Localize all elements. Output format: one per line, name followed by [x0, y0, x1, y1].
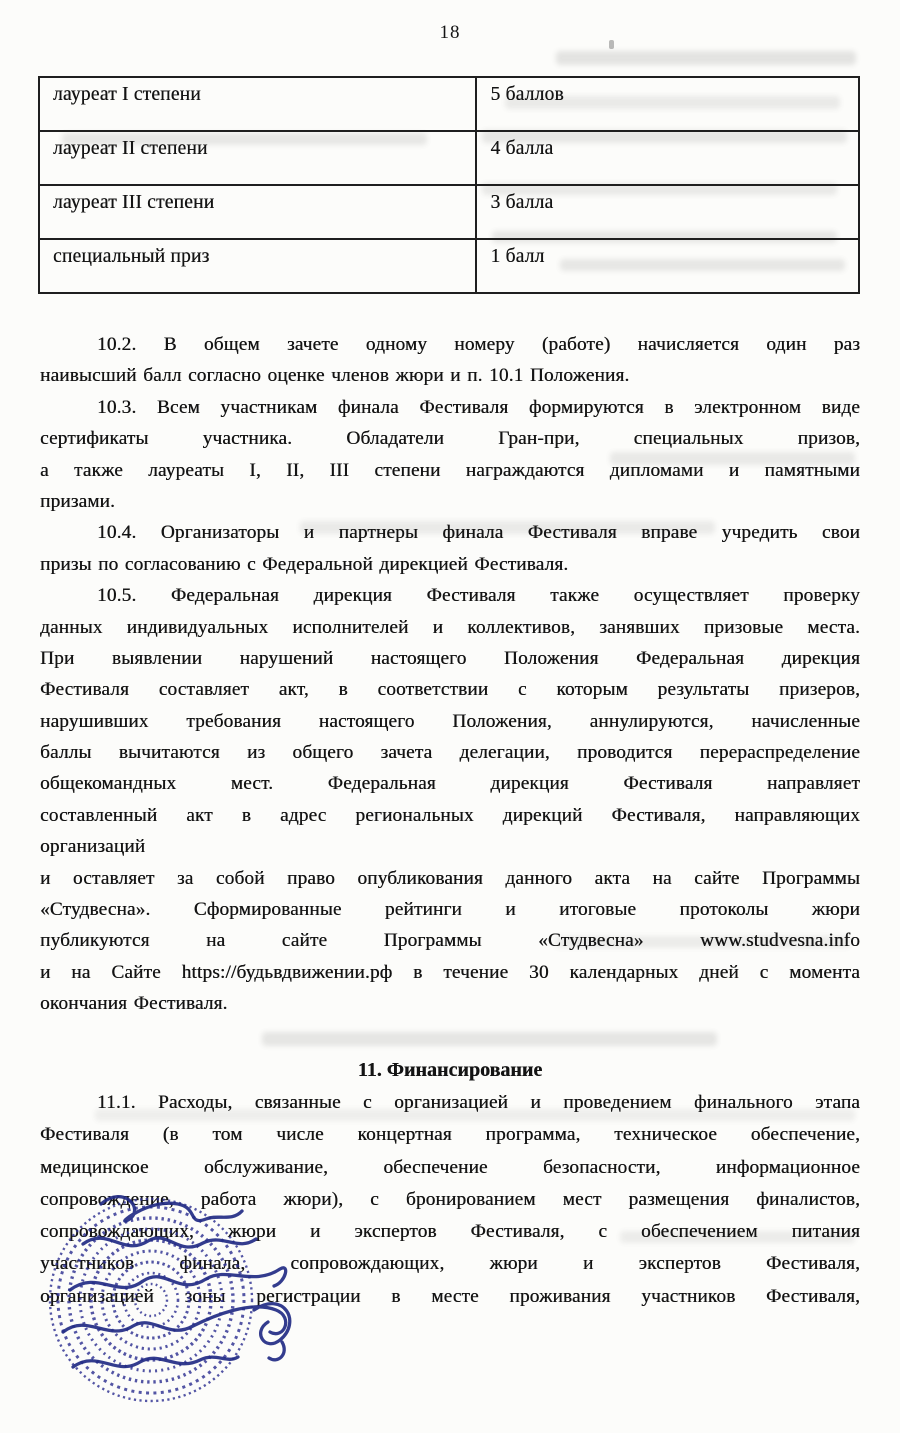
text-line: нарушивших требования настоящего Положения, аннулируются, начисленные	[40, 710, 860, 732]
section-10-text	[40, 329, 860, 1020]
award-label: лауреат II степени	[39, 131, 476, 185]
text-line: сопровождение, работа жюри), с бронированием мест размещения финалистов,	[40, 1188, 860, 1210]
text-line: и на Сайте https://будьвдвижении.рф в течение 30 календарных дней с момента	[40, 961, 860, 983]
table-row	[39, 239, 859, 293]
text-line: 10.2. В общем зачете одному номеру (работе) начисляется один раз	[97, 334, 860, 355]
text-line: 11.1. Расходы, связанные с организацией и проведением финального этапа	[97, 1092, 860, 1113]
text-line: 10.3. Всем участникам финала Фестиваля формируются в электронном виде	[97, 396, 860, 418]
text-line: организацией зоны регистрации в месте проживания участников Фестиваля,	[40, 1285, 860, 1307]
text-line: призы по согласованию с Федеральной дирекцией Фестиваля.	[40, 553, 569, 575]
section-11-text	[40, 1087, 860, 1313]
award-points-table	[38, 76, 860, 294]
text-line: 10.5. Федеральная дирекция Фестиваля также осуществляет проверку	[97, 585, 860, 607]
text-line: 10.4. Организаторы и партнеры финала Фестиваля вправе учредить свои	[97, 522, 860, 544]
award-label: лауреат I степени	[39, 77, 476, 131]
text-line: и оставляет за собой право опубликования данного акта на сайте Программы	[40, 867, 860, 889]
table-row	[39, 77, 859, 131]
text-line: составленный акт в адрес региональных дирекций Фестиваля, направляющих	[40, 804, 860, 826]
text-line: участников финала, сопровождающих, жюри и экспертов Фестиваля,	[40, 1253, 860, 1275]
text-line: данных индивидуальных исполнителей и коллективов, занявших призовые места.	[40, 616, 860, 638]
text-line: наивысший балл согласно оценке членов жюри и п. 10.1 Положения.	[40, 365, 630, 387]
text-line: сертификаты участника. Обладатели Гран-при, специальных призов,	[40, 428, 860, 450]
bleed-through-mark	[262, 1032, 717, 1046]
award-label: специальный приз	[39, 239, 476, 293]
text-line: баллы вычитаются из общего зачета делегации, проводится перераспределение	[40, 742, 860, 764]
text-line: организаций	[40, 836, 146, 858]
text-line: окончания Фестиваля.	[40, 993, 228, 1015]
section-11-heading: 11. Финансирование	[357, 1059, 543, 1081]
points-value: 5 баллов	[476, 77, 859, 131]
award-label: лауреат III степени	[39, 185, 476, 239]
text-line: медицинское обслуживание, обеспечение безопасности, информационное	[40, 1156, 860, 1178]
text-line: Фестиваля составляет акт, в соответствии с которым результаты призеров,	[40, 679, 860, 701]
page-number: 18	[439, 22, 461, 43]
text-line: При выявлении нарушений настоящего Положения Федеральная дирекция	[40, 647, 860, 669]
text-line: призами.	[40, 490, 115, 512]
table-row	[39, 131, 859, 185]
text-line: сопровождающих, жюри и экспертов Фестиваля, с обеспечением питания	[40, 1221, 860, 1243]
points-value: 1 балл	[476, 239, 859, 293]
text-line: публикуются на сайте Программы «Студвесна» www.studvesna.info	[40, 930, 860, 952]
points-value: 3 балла	[476, 185, 859, 239]
table-row	[39, 185, 859, 239]
text-line: «Студвесна». Сформированные рейтинги и итоговые протоколы жюри	[40, 899, 860, 921]
text-line: Фестиваля (в том числе концертная программа, техническое обеспечение,	[40, 1124, 860, 1146]
text-line: общекомандных мест. Федеральная дирекция Фестиваля направляет	[40, 773, 860, 795]
text-line: а также лауреаты I, II, III степени награждаются дипломами и памятными	[40, 459, 860, 481]
points-value: 4 балла	[476, 131, 859, 185]
scan-speck	[609, 40, 614, 49]
bleed-through-mark	[556, 51, 856, 65]
